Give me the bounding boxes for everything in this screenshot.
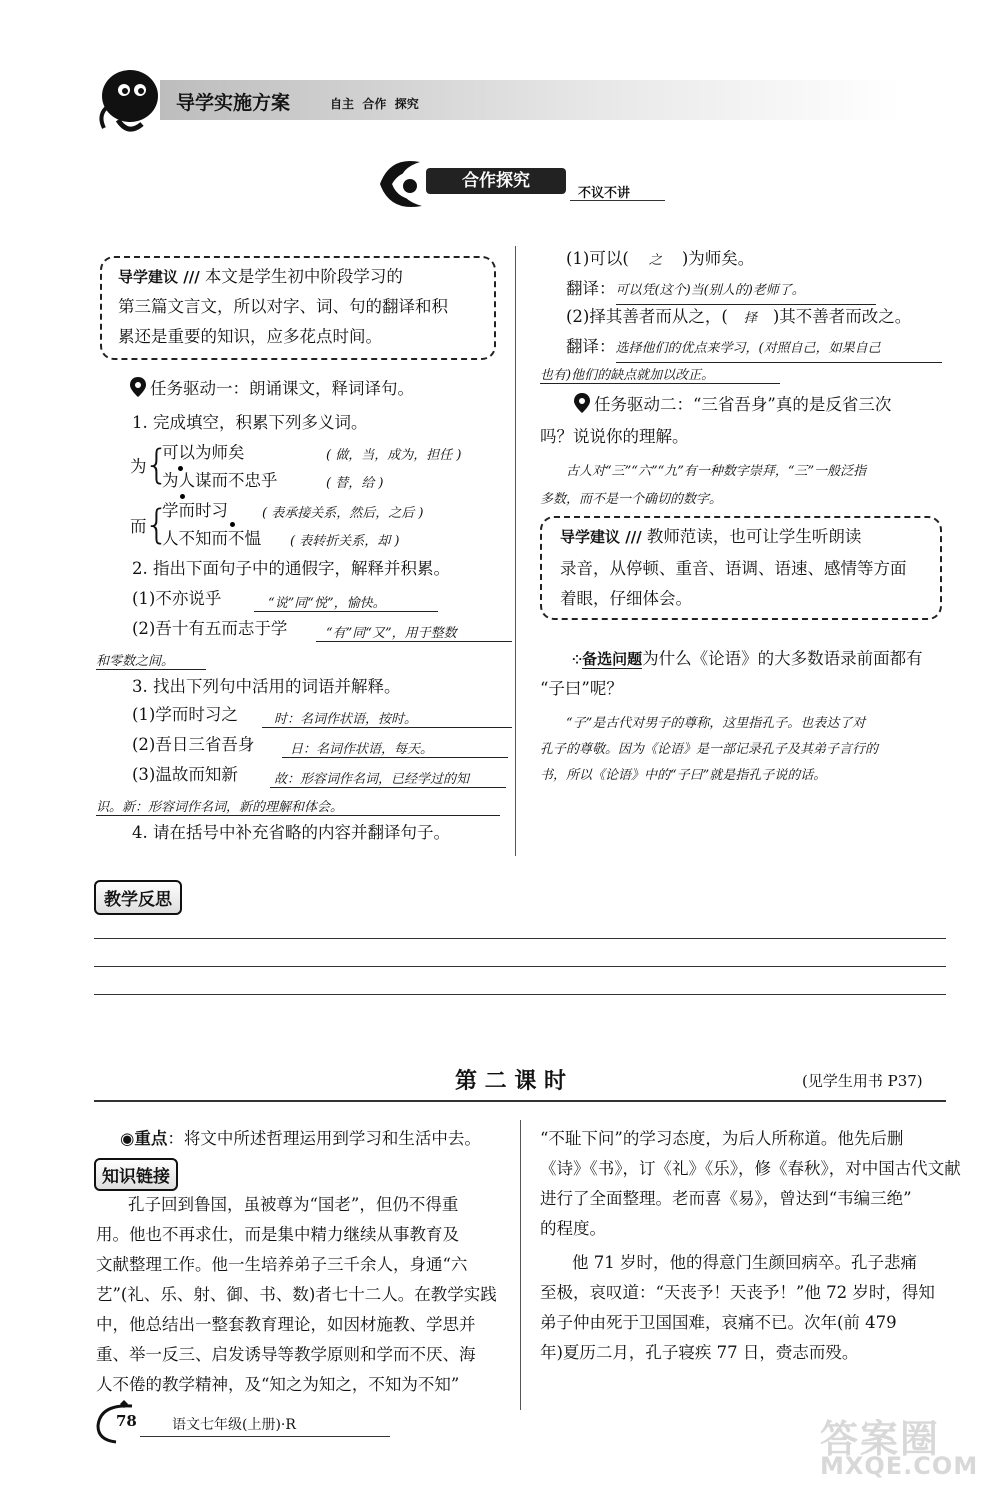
key-point [120, 1126, 481, 1152]
slash-icon: /// [178, 268, 205, 286]
link-right-0: “不耻下问”的学习态度，为后人所称道。他先后删 [540, 1129, 904, 1148]
q3-3-answer-cont: 识。新：形容词作名词，新的理解和体会。 [96, 796, 500, 816]
alt-question-line1 [572, 646, 923, 673]
wei-brace: { [144, 442, 170, 488]
link-left-6: 人不倦的教学精神，及“知之为知之，不知为不知” [96, 1375, 460, 1394]
q3-1-answer: 时：名词作状语，按时。 [262, 708, 512, 728]
er-a: 学而时习 [162, 501, 228, 520]
banner-tag: 不议不讲 [578, 186, 631, 201]
r1-fill: 之 [648, 253, 662, 268]
lesson-title-rule [94, 1100, 946, 1102]
r1-line [566, 246, 754, 274]
watermark-en: MXQE.COM [820, 1452, 979, 1480]
banner-underline [570, 200, 665, 201]
alt-answer-1: “子”是古代对男子的尊称，这里指孔子。也表达了对 [566, 716, 866, 731]
watermark-cn: 答案圈 [820, 1417, 941, 1461]
link-right-1: 《诗》《书》，订《礼》《乐》，修《春秋》，对中国古代文献 [540, 1159, 961, 1178]
footer-rule [140, 1436, 390, 1437]
target-bullet-icon: ◉ [120, 1129, 135, 1148]
wei-b: 为人谋而不忠乎 [162, 471, 278, 490]
task1-text: 任务驱动一：朗诵课文，释词译句。 [150, 379, 414, 398]
slash-icon: /// [620, 528, 647, 546]
r2-fill: 择 [743, 311, 757, 326]
task2-heading [574, 392, 891, 418]
link-right-3: 的程度。 [540, 1219, 606, 1238]
link-right-2: 进行了全面整理。老而喜《易》，曾达到“韦编三绝” [540, 1189, 912, 1208]
q3-2-answer: 日：名词作状语，每天。 [282, 738, 508, 758]
task2-answer-1: 古人对“三”“六”“九”有一种数字崇拜，“三”一般泛指 [566, 464, 867, 479]
r2-line [566, 304, 911, 332]
tip-text: 教师范读，也可让学生听朗读 [646, 527, 862, 546]
knowledge-link-label: 知识链接 [94, 1158, 178, 1191]
reflection-line-3 [94, 994, 946, 995]
q3-1: (1)学而时习之 [132, 705, 238, 724]
header-mascot-icon [88, 58, 168, 138]
column-divider [515, 246, 516, 856]
q2-2-answer: “有”同“又”，用于整数 [316, 622, 512, 642]
tip-right-line1 [560, 524, 861, 550]
er-char: 而 [130, 517, 147, 536]
tip-right-line2: 录音，从停顿、重音、语调、语速、感情等方面 [560, 559, 907, 578]
task2-text-b: 吗？说说你的理解。 [540, 427, 689, 446]
er-b-answer: ( 表转折关系，却 ) [290, 534, 400, 549]
link-left-4: 中，他总结出一整套教育理论，如因材施教、学思并 [96, 1315, 476, 1334]
wei-char: 为 [130, 457, 147, 476]
r2-translation-cont: 也有)他们的缺点就加以改正。 [540, 364, 780, 384]
q3-text: 3. 找出下列句中活用的词语并解释。 [132, 677, 401, 696]
lesson-title: 第 二 课 时 [455, 1068, 566, 1094]
reflection-line-1 [94, 938, 946, 939]
lesson-ref: (见学生用书 P37) [802, 1072, 923, 1090]
tip-left-line2: 第三篇文言文，所以对字、词、句的翻译和积 [118, 297, 448, 316]
link-left-2: 文献整理工作。他一生培养弟子三千余人，身通“六 [96, 1255, 468, 1274]
q2-2-answer-cont: 和零数之间。 [96, 650, 206, 670]
r1-translation [566, 276, 876, 305]
header-subtitle: 自主 合作 探究 [330, 97, 419, 111]
r2-tr-text: 选择他们的优点来学习，(对照自己，如果自己 [616, 336, 942, 363]
r2-tr-label: 翻译： [566, 337, 616, 356]
q2-1: (1)不亦说乎 [132, 589, 222, 608]
tip-right-line3: 着眼，仔细体会。 [560, 589, 692, 608]
link-right-7: 年)夏历二月，孔子寝疾 77 日，赍志而殁。 [540, 1343, 859, 1362]
location-pin-icon [130, 377, 146, 397]
link-left-3: 艺”(礼、乐、射、御、书、数)者七十二人。在教学实践 [96, 1285, 497, 1304]
q3-3-answer: 故：形容词作名词，已经学过的知 [270, 768, 506, 788]
alt-q1: 为什么《论语》的大多数语录前面都有 [642, 649, 923, 668]
tip-left-line3: 累还是重要的知识，应多花点时间。 [118, 327, 382, 346]
tip-left-line1 [118, 264, 403, 290]
tip-label: 导学建议 [560, 528, 621, 546]
tip-text: 本文是学生初中阶段学习的 [204, 267, 403, 286]
section-banner [370, 160, 670, 210]
r2-end: )其不善者而改之。 [772, 307, 912, 326]
location-pin-icon [574, 393, 590, 413]
task1-heading [130, 376, 414, 402]
column-divider-bottom [520, 1120, 521, 1410]
r1-tr-text: 可以凭(这个)当(别人的)老师了。 [616, 278, 876, 305]
wei-a: 可以为师矣 [162, 443, 245, 462]
alt-answer-2: 孔子的尊敬。因为《论语》是一部记录孔子及其弟子言行的 [540, 742, 879, 757]
key-text: ：将文中所述哲理运用到学习和生活中去。 [167, 1129, 481, 1148]
q1-text: 1. 完成填空，积累下列多义词。 [132, 413, 368, 432]
er-a-answer: ( 表承接关系，然后，之后 ) [262, 506, 424, 521]
wei-b-answer: ( 替，给 ) [326, 476, 384, 491]
task2-answer-2: 多数，而不是一个确切的数字。 [540, 492, 723, 507]
er-brace: { [144, 502, 170, 548]
r2-translation [566, 334, 942, 363]
q3-3: (3)温故而知新 [132, 765, 238, 784]
link-right-6: 弟子仲由死于卫国国难，哀痛不已。次年(前 479 [540, 1313, 897, 1332]
q4-text: 4. 请在括号中补充省略的内容并翻译句子。 [132, 823, 450, 842]
alt-question-line2: “子曰”呢？ [540, 679, 623, 698]
key-label: 重点 [134, 1129, 168, 1148]
link-left-0: 孔子回到鲁国，虽被尊为“国老”，但仍不得重 [128, 1195, 459, 1214]
emphasis-dot [178, 466, 183, 471]
link-left-5: 重、举一反三、启发诱导等教学原则和学而不厌、海 [96, 1345, 476, 1364]
r2-text: (2)择其善者而从之，( [566, 307, 728, 326]
q2-2: (2)吾十有五而志于学 [132, 619, 288, 638]
r1-text: (1)可以( [566, 249, 629, 268]
q3-2: (2)吾日三省吾身 [132, 735, 255, 754]
header-title: 导学实施方案 [176, 92, 291, 114]
tip-label: 导学建议 [118, 268, 179, 286]
link-right-4: 他 71 岁时，他的得意门生颜回病卒。孔子悲痛 [572, 1253, 917, 1272]
alt-label: 备选问题 [582, 650, 643, 668]
page-number: 78 [116, 1412, 137, 1430]
wei-a-answer: ( 做，当，成为，担任 ) [326, 448, 462, 463]
q2-1-answer: “说”同“悦”，愉快。 [254, 592, 438, 612]
link-right-5: 至极，哀叹道：“天丧予！天丧予！”他 72 岁时，得知 [540, 1283, 935, 1302]
r1-tr-label: 翻译： [566, 279, 616, 298]
reflection-line-2 [94, 966, 946, 967]
banner-title: 合作探究 [426, 168, 566, 194]
er-b: 人不知而不愠 [162, 529, 261, 548]
alt-answer-3: 书，所以《论语》中的“子曰”就是指孔子说的话。 [540, 768, 827, 783]
sparkle-icon: ⁘ [572, 653, 583, 667]
reflection-label: 教学反思 [94, 880, 182, 915]
task2-text-a: 任务驱动二：“三省吾身”真的是反省三次 [594, 395, 892, 414]
emphasis-dot [180, 494, 185, 499]
link-left-1: 用。他也不再求仕，而是集中精力继续从事教育及 [96, 1225, 459, 1244]
r1-end: )为师矣。 [681, 249, 755, 268]
book-title: 语文七年级(上册)·R [172, 1417, 296, 1433]
emphasis-dot [230, 522, 235, 527]
q2-text: 2. 指出下面句子中的通假字，解释并积累。 [132, 559, 450, 578]
